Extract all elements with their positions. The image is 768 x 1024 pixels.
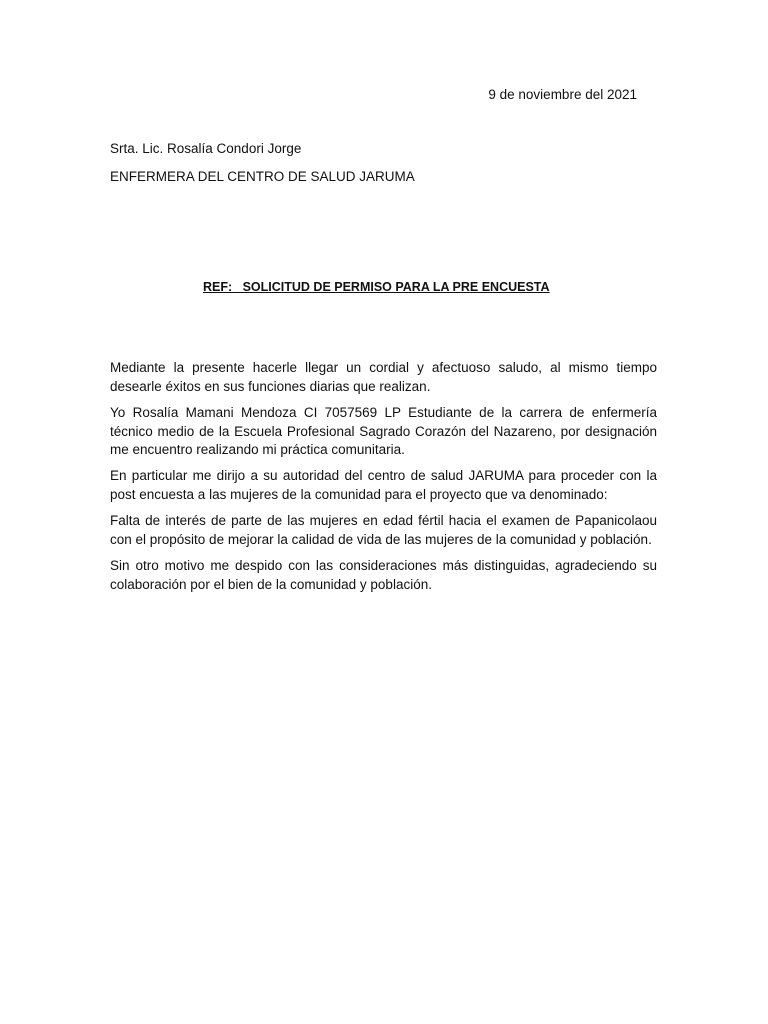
reference-line: REF: SOLICITUD DE PERMISO PARA LA PRE ENCUESTA: [203, 280, 550, 294]
paragraph-introduction: Yo Rosalía Mamani Mendoza CI 7057569 LP Estudiante de la carrera de enfermería técnico medio de la Escuela Profesional Sagrado Corazón del Nazareno, por designación me encuentro realizando mi práctica comunitaria.: [110, 405, 657, 457]
paragraph-closing: Sin otro motivo me despido con las consideraciones más distinguidas, agradeciendo su colaboración por el bien de la comunidad y población.: [110, 558, 657, 592]
paragraph-project-title: Falta de interés de parte de las mujeres en edad fértil hacia el examen de Papanicolaou con el propósito de mejorar la calidad de vida de las mujeres de la comunidad y población.: [110, 513, 657, 547]
paragraph-greeting: Mediante la presente hacerle llegar un cordial y afectuoso saludo, al mismo tiempo desearle éxitos en sus funciones diarias que realizan.: [110, 360, 657, 394]
letter-date: 9 de noviembre del 2021: [488, 87, 637, 102]
recipient-name: Srta. Lic. Rosalía Condori Jorge: [110, 141, 302, 156]
paragraph-request: En particular me dirijo a su autoridad del centro de salud JARUMA para proceder con la post encuesta a las mujeres de la comunidad para el proyecto que va denominado:: [110, 468, 657, 502]
recipient-role: ENFERMERA DEL CENTRO DE SALUD JARUMA: [110, 169, 415, 184]
